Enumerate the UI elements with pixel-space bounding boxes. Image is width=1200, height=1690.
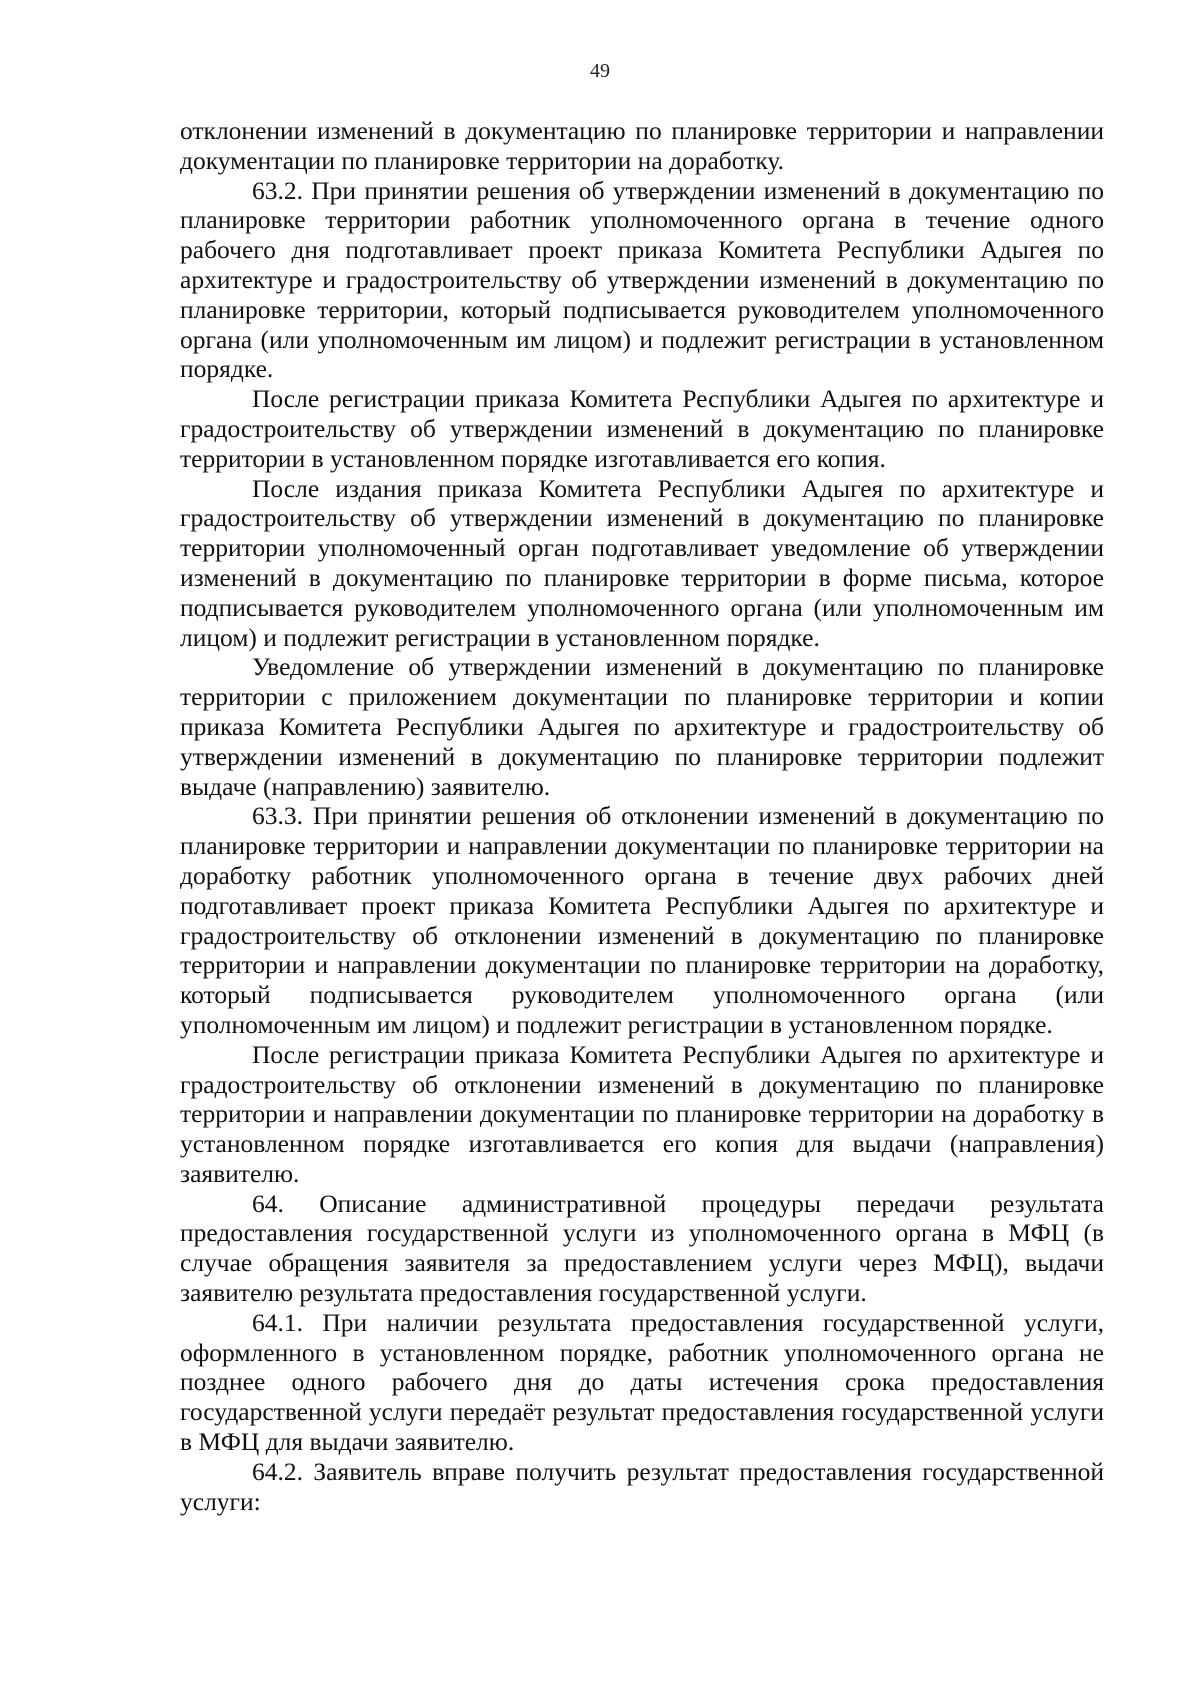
paragraph-63-3: 63.3. При принятии решения об отклонении изменений в документацию по планировке территории и направлении документации по планировке территории на доработку работник уполномоченного органа в течение двух рабочих дней подготавливает проект приказа Комитета Республики Адыгея по архитектуре и градостроительству об отклонении изменений в документацию по планировке территории и направлении документации по планировке территории на доработку, который подписывается руководителем уполномоченного органа (или уполномоченным им лицом) и подлежит регистрации в установленном порядке. [180, 801, 1104, 1039]
page-number: 49 [590, 60, 610, 82]
paragraph-after-rejection-registration: После регистрации приказа Комитета Республики Адыгея по архитектуре и градостроительству об отклонении изменений в документацию по планировке территории и направлении документации по планировке территории на доработку в установленном порядке изготавливается его копия для выдачи (направления) заявителю. [180, 1039, 1104, 1188]
paragraph-64: 64. Описание административной процедуры передачи результата предоставления государственной услуги из уполномоченного органа в МФЦ (в случае обращения заявителя за предоставлением услуги через МФЦ), выдачи заявителю результата предоставления государственной услуги. [180, 1188, 1104, 1308]
paragraph-64-1: 64.1. При наличии результата предоставления государственной услуги, оформленного в установленном порядке, работник уполномоченного органа не позднее одного рабочего дня до даты истечения срока предоставления государственной услуги передаёт результат предоставления государственной услуги в МФЦ для выдачи заявителю. [180, 1307, 1104, 1457]
document-body [180, 116, 1104, 1516]
paragraph-continuation: отклонении изменений в документацию по планировке территории и направлении документации по планировке территории на доработку. [180, 116, 1104, 175]
paragraph-after-issuance: После издания приказа Комитета Республики Адыгея по архитектуре и градостроительству об утверждении изменений в документацию по планировке территории уполномоченный орган подготавливает уведомление об утверждении изменений в документацию по планировке территории в форме письма, которое подписывается руководителем уполномоченного органа (или уполномоченным им лицом) и подлежит регистрации в установленном порядке. [180, 473, 1104, 652]
paragraph-63-2: 63.2. При принятии решения об утверждении изменений в документацию по планировке территории работник уполномоченного органа в течение одного рабочего дня подготавливает проект приказа Комитета Республики Адыгея по архитектуре и градостроительству об утверждении изменений в документацию по планировке территории, который подписывается руководителем уполномоченного органа (или уполномоченным им лицом) и подлежит регистрации в установленном порядке. [180, 175, 1104, 384]
paragraph-64-2: 64.2. Заявитель вправе получить результат предоставления государственной услуги: [180, 1456, 1104, 1516]
paragraph-notification: Уведомление об утверждении изменений в документацию по планировке территории с приложением документации по планировке территории и копии приказа Комитета Республики Адыгея по архитектуре и градостроительству об утверждении изменений в документацию по планировке территории подлежит выдаче (направлению) заявителю. [180, 652, 1104, 801]
paragraph-after-registration: После регистрации приказа Комитета Республики Адыгея по архитектуре и градостроительству об утверждении изменений в документацию по планировке территории в установленном порядке изготавливается его копия. [180, 384, 1104, 473]
